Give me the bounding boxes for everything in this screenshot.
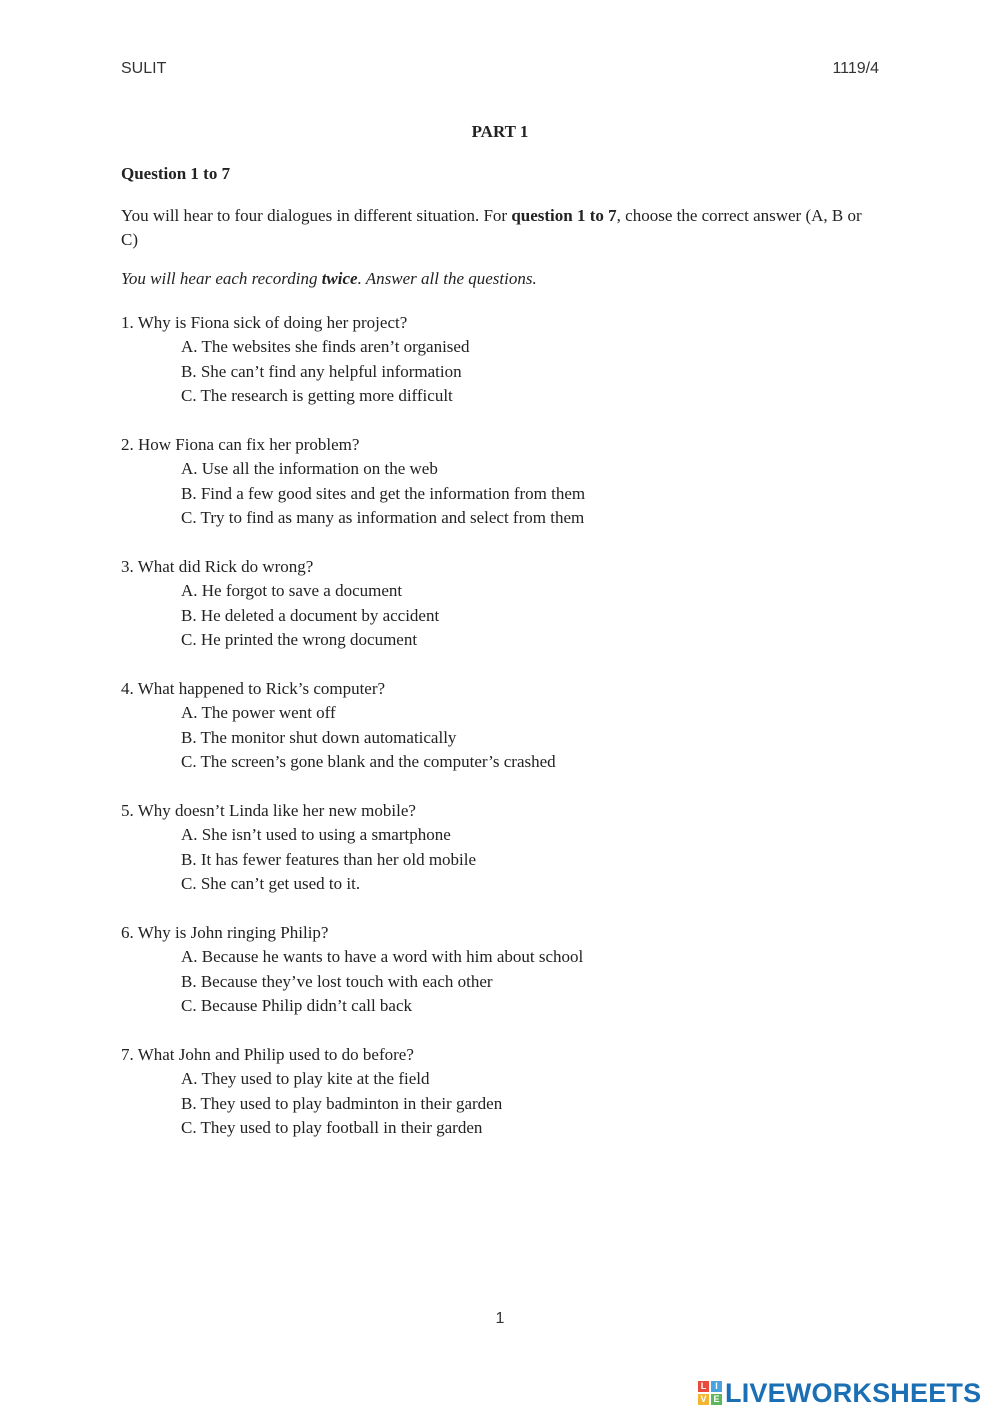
option-c[interactable]: C. The screen’s gone blank and the computer’s crashed	[181, 752, 556, 771]
instructions-bold: question 1 to 7	[511, 206, 617, 225]
logo-grid-icon	[698, 1381, 722, 1405]
option-b[interactable]: B. They used to play badminton in their garden	[181, 1093, 503, 1113]
option-c[interactable]: C. She can’t get used to it.	[181, 874, 361, 893]
question-text: 6. Why is John ringing Philip?	[121, 923, 329, 942]
option-b[interactable]: B. Because they’ve lost touch with each other	[181, 971, 493, 991]
question-text: 2. How Fiona can fix her problem?	[121, 435, 360, 454]
option-a[interactable]: A. He forgot to save a document	[181, 581, 403, 600]
option-a[interactable]: A. She isn’t used to using a smartphone	[181, 825, 451, 844]
question-4	[121, 677, 881, 799]
option-c[interactable]: C. Because Philip didn’t call back	[181, 996, 413, 1015]
question-text: 1. Why is Fiona sick of doing her project?	[121, 313, 408, 332]
logo-letter-l: L	[698, 1381, 709, 1392]
option-c[interactable]: C. He printed the wrong document	[181, 630, 418, 649]
logo-letter-i: I	[711, 1381, 722, 1392]
brand-name: LIVEWORKSHEETS	[725, 1377, 982, 1408]
note-bold: twice	[321, 269, 358, 288]
question-5	[121, 799, 881, 921]
question-2	[121, 433, 881, 555]
liveworksheets-logo[interactable]	[698, 1378, 981, 1408]
instructions-text-end: , choose the correct answer (A, B or C)	[121, 206, 862, 249]
logo-letter-v: V	[698, 1394, 709, 1405]
page-number: 1	[495, 1310, 505, 1327]
question-text: 5. Why doesn’t Linda like her new mobile?	[121, 801, 416, 820]
option-a[interactable]: A. Because he wants to have a word with him about school	[181, 947, 584, 966]
note-text-end: . Answer all the questions.	[357, 269, 537, 288]
part-title: PART 1	[471, 122, 529, 141]
option-a[interactable]: A. The websites she finds aren’t organised	[181, 337, 470, 356]
option-b[interactable]: B. She can’t find any helpful information	[181, 361, 462, 381]
question-text: 4. What happened to Rick’s computer?	[121, 679, 386, 698]
logo-letter-e: E	[711, 1394, 722, 1405]
option-b[interactable]: B. It has fewer features than her old mobile	[181, 849, 477, 869]
option-b[interactable]: B. He deleted a document by accident	[181, 605, 440, 625]
option-b[interactable]: B. The monitor shut down automatically	[181, 727, 457, 747]
option-b[interactable]: B. Find a few good sites and get the information from them	[181, 483, 586, 503]
header-left-label: SULIT	[121, 60, 167, 77]
option-c[interactable]: C. They used to play football in their garden	[181, 1118, 483, 1137]
option-a[interactable]: A. Use all the information on the web	[181, 459, 438, 478]
option-c[interactable]: C. Try to find as many as information and select from them	[181, 508, 585, 527]
instructions	[121, 204, 881, 252]
question-text: 3. What did Rick do wrong?	[121, 557, 314, 576]
header-right-code: 1119/4	[832, 60, 879, 77]
question-1	[121, 311, 881, 433]
section-title: Question 1 to 7	[121, 164, 231, 183]
question-list	[121, 311, 881, 1165]
question-6	[121, 921, 881, 1043]
recording-note	[121, 269, 537, 289]
question-7	[121, 1043, 881, 1165]
option-a[interactable]: A. They used to play kite at the field	[181, 1069, 430, 1088]
question-text: 7. What John and Philip used to do before?	[121, 1045, 414, 1064]
instructions-text-start: You will hear to four dialogues in different situation. For	[121, 206, 512, 225]
option-c[interactable]: C. The research is getting more difficult	[181, 386, 453, 405]
option-a[interactable]: A. The power went off	[181, 703, 336, 722]
note-text-start: You will hear each recording	[121, 269, 322, 288]
question-3	[121, 555, 881, 677]
